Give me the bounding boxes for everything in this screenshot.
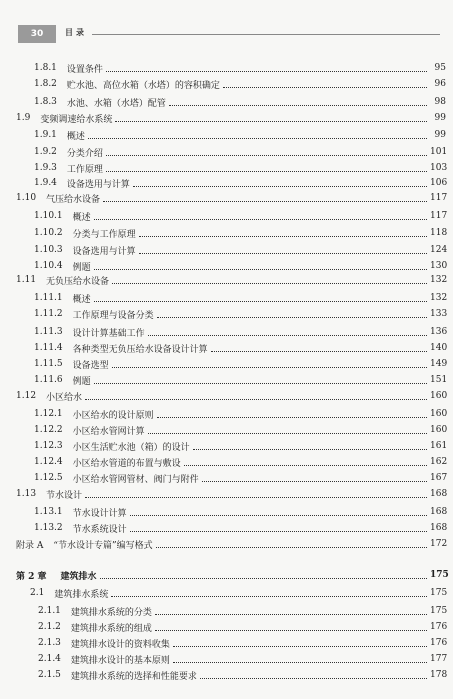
toc-entry-title: 建筑排水系统的分类: [70, 607, 152, 618]
toc-dot-leader: [115, 121, 427, 122]
toc-entry[interactable]: [34, 406, 446, 422]
toc-entry-title: 建筑排水系统: [54, 589, 109, 600]
toc-entry[interactable]: [34, 422, 446, 438]
toc-dot-leader: [184, 465, 427, 466]
toc-dot-leader: [156, 547, 427, 548]
toc-entry-title: 概述: [72, 294, 91, 305]
toc-dot-leader: [155, 630, 427, 631]
toc-entry-page: 151: [430, 375, 448, 385]
toc-entry-number: 2.1: [30, 588, 45, 598]
toc-entry-title: 建筑排水设计的资料收集: [70, 639, 170, 650]
toc-dot-leader: [111, 596, 427, 597]
toc-dot-leader: [94, 301, 427, 302]
toc-entry-number: 1.12.4: [34, 457, 63, 467]
toc-entry-page: 103: [430, 163, 448, 173]
toc-entry-page: 124: [430, 245, 448, 255]
toc-entry-page: 178: [430, 670, 448, 680]
toc-entry[interactable]: [34, 94, 446, 110]
toc-entry[interactable]: [16, 272, 446, 288]
toc-dot-leader: [211, 351, 427, 352]
toc-dot-leader: [139, 253, 427, 254]
toc-entry-number: 1.10.4: [34, 261, 63, 271]
toc-dot-leader: [88, 138, 427, 139]
toc-entry-page: 176: [430, 638, 448, 648]
toc-dot-leader: [85, 497, 427, 498]
toc-entry-page: 118: [430, 228, 448, 238]
toc-entry-page: 167: [430, 473, 448, 483]
toc-entry-number: 2.1.5: [38, 670, 61, 680]
toc-entry-page: 133: [430, 309, 448, 319]
toc-entry-title: 水池、水箱（水塔）配管: [66, 98, 166, 109]
toc-entry-number: 1.12: [16, 391, 37, 401]
toc-dot-leader: [155, 614, 427, 615]
toc-entry-title: 建筑排水系统的组成: [70, 623, 152, 634]
toc-entry-title: 小区给水管道的布置与敷设: [72, 458, 181, 469]
toc-entry[interactable]: [34, 290, 446, 306]
toc-dot-leader: [106, 71, 427, 72]
toc-entry-title: 设备选用与计算: [66, 179, 130, 190]
toc-entry-title: 设备选型: [72, 360, 109, 371]
toc-entry-title: 设计计算基础工作: [72, 328, 145, 339]
toc-entry-number: 1.11.3: [34, 327, 63, 337]
toc-entry-page: 175: [430, 570, 449, 580]
toc-dot-leader: [193, 449, 427, 450]
toc-entry[interactable]: [30, 585, 446, 601]
toc-entry-title: “节水设计专篇”编写格式: [53, 540, 153, 551]
toc-dot-leader: [100, 578, 427, 579]
toc-entry-number: 1.11: [16, 275, 37, 285]
toc-entry-title: 概述: [66, 131, 85, 142]
toc-entry[interactable]: [34, 454, 446, 470]
toc-entry-page: 168: [430, 523, 448, 533]
toc-entry-number: 2.1.4: [38, 654, 61, 664]
toc-entry-title: 无负压给水设备: [46, 276, 110, 287]
toc-entry-title: 气压给水设备: [46, 194, 101, 205]
toc-entry-title: 建筑排水系统的选择和性能要求: [70, 671, 197, 682]
toc-entry-number: 1.11.2: [34, 309, 63, 319]
toc-entry-page: 95: [434, 63, 446, 73]
toc-dot-leader: [94, 219, 427, 220]
toc-entry-number: 1.12.2: [34, 425, 63, 435]
toc-entry-number: 2.1.3: [38, 638, 61, 648]
toc-entry[interactable]: [38, 635, 446, 651]
toc-entry[interactable]: [34, 470, 446, 486]
toc-dot-leader: [85, 399, 427, 400]
toc-entry[interactable]: [16, 190, 446, 206]
toc-entry-page: 168: [430, 489, 448, 499]
toc-entry-page: 149: [430, 359, 448, 369]
toc-entry-number: 1.11.5: [34, 359, 63, 369]
toc-entry-number: 1.8.3: [34, 97, 57, 107]
toc-dot-leader: [148, 433, 427, 434]
toc-entry-page: 160: [430, 409, 448, 419]
toc-entry[interactable]: [16, 110, 446, 126]
toc-dot-leader: [112, 283, 427, 284]
toc-dot-leader: [139, 236, 427, 237]
toc-dot-leader: [202, 481, 427, 482]
toc-entry-number: 1.10.1: [34, 211, 63, 221]
toc-entry-title: 节水设计: [46, 490, 83, 501]
toc-entry-title: 各种类型无负压给水设备设计计算: [72, 344, 208, 355]
toc-entry-page: 132: [430, 275, 448, 285]
toc-entry-number: 1.8.1: [34, 63, 57, 73]
toc-entry[interactable]: [34, 372, 446, 388]
toc-entry[interactable]: [16, 388, 446, 404]
toc-entry-page: 117: [430, 193, 448, 203]
toc-entry-number: 附录 A: [16, 540, 44, 551]
toc-entry-title: 工作原理与设备分类: [72, 310, 154, 321]
toc-entry-number: 1.13: [16, 489, 37, 499]
toc-entry-number: 1.13.1: [34, 507, 63, 517]
toc-dot-leader: [133, 186, 427, 187]
toc-entry[interactable]: [34, 60, 446, 76]
toc-entry-page: 117: [430, 211, 448, 221]
toc-entry[interactable]: [34, 520, 446, 536]
toc-entry-page: 101: [430, 147, 448, 157]
toc-entry[interactable]: [16, 536, 446, 552]
toc-dot-leader: [173, 662, 427, 663]
toc-entry-title: 建筑排水设计的基本原则: [70, 655, 170, 666]
toc-entry[interactable]: [34, 175, 446, 191]
toc-entry-title: 小区给水: [46, 392, 83, 403]
toc-entry[interactable]: [34, 306, 446, 322]
toc-entry-page: 140: [430, 343, 448, 353]
toc-entry[interactable]: [38, 619, 446, 635]
toc-entry-title: 设备选用与计算: [72, 246, 136, 257]
toc-entry-number: 1.9: [16, 113, 31, 123]
toc-entry-title: 设置条件: [66, 64, 103, 75]
toc-dot-leader: [157, 417, 427, 418]
toc-entry[interactable]: [38, 667, 446, 683]
toc-entry-title: 小区给水管网管材、阀门与附件: [72, 474, 199, 485]
toc-entry-page: 96: [434, 79, 446, 89]
toc-entry-page: 172: [430, 539, 448, 549]
toc-entry[interactable]: [38, 651, 446, 667]
toc-entry-title: 贮水池、高位水箱（水塔）的容积确定: [66, 80, 220, 91]
toc-entry-title: 节水设计计算: [72, 508, 127, 519]
toc-entry-number: 1.11.4: [34, 343, 63, 353]
toc-entry[interactable]: [34, 144, 446, 160]
toc-entry[interactable]: [34, 242, 446, 258]
toc-entry-page: 161: [430, 441, 448, 451]
toc-entry-page: 132: [430, 293, 448, 303]
toc-entry-title: 例题: [72, 262, 91, 273]
toc-entry-number: 第 2 章: [16, 571, 47, 582]
toc-entry-page: 98: [434, 97, 446, 107]
toc-entry-page: 175: [430, 588, 448, 598]
toc-entry-title: 小区生活贮水池（箱）的设计: [72, 442, 190, 453]
toc-entry[interactable]: [34, 356, 446, 372]
toc-entry-title: 节水系统设计: [72, 524, 127, 535]
toc-entry-number: 1.9.1: [34, 130, 57, 140]
toc-entry-page: 106: [430, 178, 448, 188]
toc-entry[interactable]: [38, 603, 446, 619]
toc-dot-leader: [94, 269, 427, 270]
toc-entry-number: 1.9.3: [34, 163, 57, 173]
toc-dot-leader: [157, 317, 427, 318]
header-title: 目录: [65, 28, 87, 37]
toc-entry-title: 建筑排水: [60, 571, 97, 582]
toc-dot-leader: [103, 201, 427, 202]
toc-entry-title: 概述: [72, 212, 91, 223]
toc-entry-title: 分类介绍: [66, 148, 103, 159]
toc-entry-number: 1.9.2: [34, 147, 57, 157]
toc-entry-number: 1.12.3: [34, 441, 63, 451]
toc-entry-number: 1.10: [16, 193, 37, 203]
toc-entry-page: 160: [430, 391, 448, 401]
toc-entry-title: 例题: [72, 376, 91, 387]
toc-dot-leader: [106, 155, 427, 156]
toc-entry-number: 1.11.1: [34, 293, 63, 303]
toc-entry[interactable]: [34, 340, 446, 356]
toc-entry[interactable]: [16, 567, 449, 583]
toc-entry-number: 1.12.1: [34, 409, 63, 419]
toc-entry-page: 177: [430, 654, 448, 664]
toc-entry-title: 小区给水的设计原则: [72, 410, 154, 421]
toc-entry-number: 1.13.2: [34, 523, 63, 533]
toc-entry-title: 小区给水管网计算: [72, 426, 145, 437]
toc-entry[interactable]: [34, 438, 446, 454]
toc-dot-leader: [130, 531, 427, 532]
toc-entry-number: 2.1.1: [38, 606, 61, 616]
toc-entry[interactable]: [34, 324, 446, 340]
toc-entry-number: 1.10.2: [34, 228, 63, 238]
toc-entry-page: 175: [430, 606, 448, 616]
toc-entry[interactable]: [34, 208, 446, 224]
toc-dot-leader: [112, 367, 427, 368]
toc-entry-title: 工作原理: [66, 164, 103, 175]
toc-dot-leader: [148, 335, 427, 336]
toc-entry[interactable]: [34, 225, 446, 241]
page-number-badge: 30: [18, 25, 56, 43]
toc-dot-leader: [130, 515, 427, 516]
toc-entry-title: 分类与工作原理: [72, 229, 136, 240]
toc-dot-leader: [173, 646, 427, 647]
toc-entry-number: 1.12.5: [34, 473, 63, 483]
toc-entry-title: 变频调速给水系统: [40, 114, 113, 125]
toc-entry[interactable]: [16, 486, 446, 502]
toc-entry-number: 1.10.3: [34, 245, 63, 255]
toc-entry-page: 136: [430, 327, 448, 337]
toc-entry-page: 168: [430, 507, 448, 517]
toc-dot-leader: [94, 383, 427, 384]
toc-entry-page: 99: [434, 130, 446, 140]
toc-entry-page: 130: [430, 261, 448, 271]
toc-entry-page: 176: [430, 622, 448, 632]
toc-entry[interactable]: [34, 504, 446, 520]
toc-entry-number: 2.1.2: [38, 622, 61, 632]
toc-entry-number: 1.8.2: [34, 79, 57, 89]
toc-entry-number: 1.9.4: [34, 178, 57, 188]
toc-entry-number: 1.11.6: [34, 375, 63, 385]
toc-dot-leader: [169, 105, 427, 106]
toc-entry-page: 162: [430, 457, 448, 467]
toc-entry-page: 160: [430, 425, 448, 435]
toc-entry[interactable]: [34, 160, 446, 176]
toc-dot-leader: [223, 87, 427, 88]
toc-dot-leader: [106, 171, 427, 172]
toc-entry[interactable]: [34, 127, 446, 143]
toc-dot-leader: [200, 678, 427, 679]
toc-entry-page: 99: [434, 113, 446, 123]
toc-entry[interactable]: [34, 76, 446, 92]
